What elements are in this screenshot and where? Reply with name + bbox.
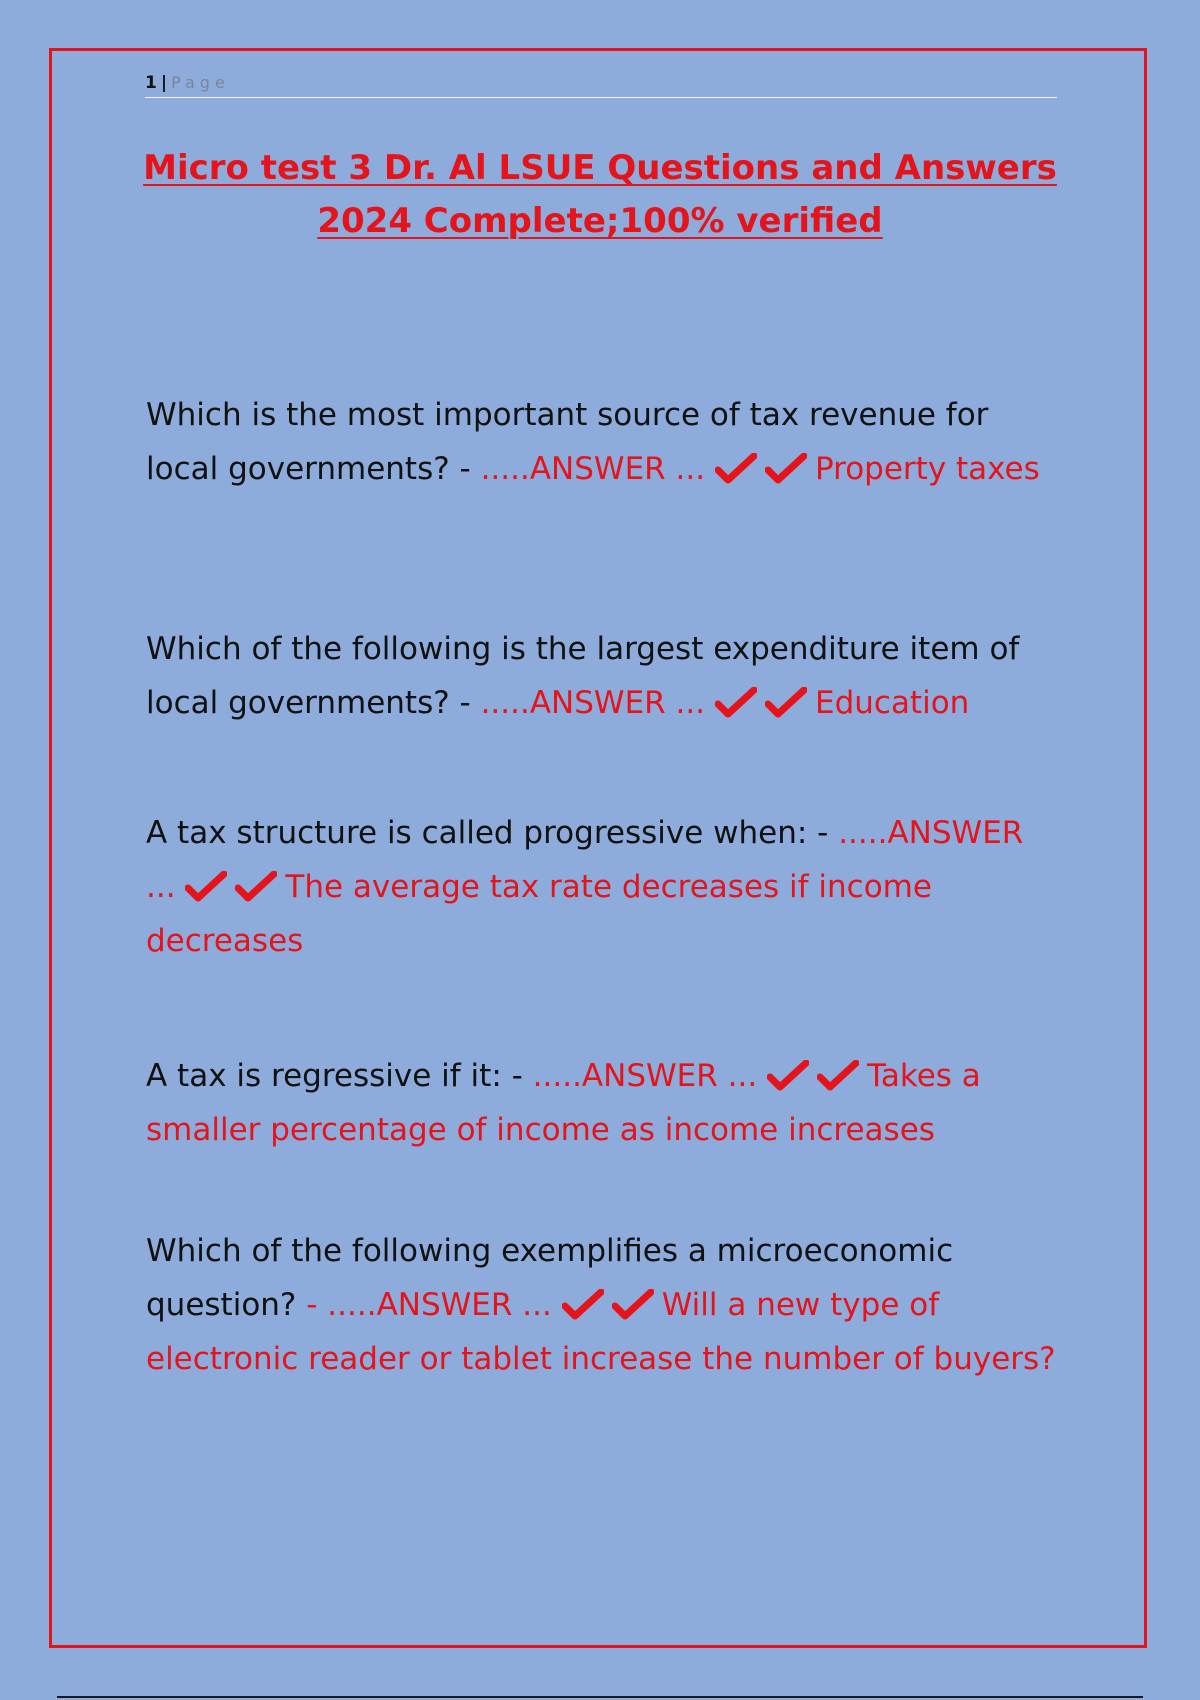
answer-text: The average tax rate decreases if income decreases	[146, 869, 932, 959]
question-suffix: -	[306, 1287, 328, 1323]
checkmark-icon	[612, 1289, 654, 1321]
checkmark-icon	[235, 871, 277, 903]
answer-marker: .....ANSWER ...	[327, 1287, 552, 1323]
answer-marker: .....ANSWER ...	[532, 1058, 758, 1094]
page-word: Page	[171, 73, 230, 92]
qa-item-1	[146, 388, 1061, 496]
checkmark-icon	[562, 1289, 604, 1321]
answer-text: Property taxes	[814, 451, 1040, 487]
checkmark-icon	[765, 687, 807, 719]
document-title: Micro test 3 Dr. Al LSUE Questions and Answers 2024 Complete;100% verified	[143, 148, 1057, 241]
page-number: 1	[145, 73, 157, 93]
checkmark-icon	[765, 453, 807, 485]
page-separator: |	[160, 73, 168, 93]
qa-item-3	[146, 806, 1061, 968]
qa-item-5	[146, 1224, 1061, 1386]
checkmark-icon	[715, 687, 757, 719]
question-text: Which of the following exemplifies a microeconomic question?	[146, 1233, 954, 1323]
answer-text: Education	[814, 685, 970, 721]
checkmark-icon	[185, 871, 227, 903]
answer-marker: .....ANSWER ...	[480, 451, 706, 487]
question-text: A tax structure is called progressive when: -	[146, 815, 839, 851]
checkmark-icon	[767, 1060, 809, 1092]
bottom-divider	[57, 1696, 1143, 1698]
qa-item-2	[146, 622, 1061, 730]
page-header	[145, 68, 1057, 98]
answer-marker: .....ANSWER ...	[146, 815, 1024, 905]
qa-item-4	[146, 1049, 1061, 1157]
question-text: Which is the most important source of tax revenue for local governments? -	[146, 397, 989, 487]
answer-text: Takes a smaller percentage of income as income increases	[146, 1058, 981, 1148]
answer-text: Will a new type of electronic reader or tablet increase the number of buyers?	[146, 1287, 1056, 1377]
question-text: Which of the following is the largest expenditure item of local governments? -	[146, 631, 1020, 721]
question-text: A tax is regressive if it: -	[146, 1058, 533, 1094]
checkmark-icon	[715, 453, 757, 485]
answer-marker: .....ANSWER ...	[480, 685, 706, 721]
checkmark-icon	[817, 1060, 859, 1092]
